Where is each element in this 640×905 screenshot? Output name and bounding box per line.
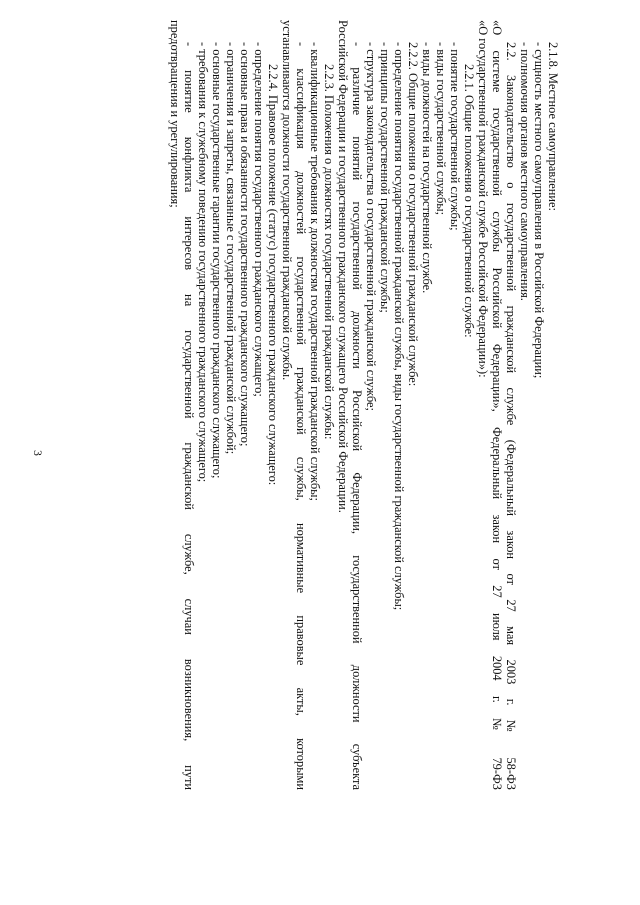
text-line: 2.1.8. Местное самоуправление:	[546, 42, 560, 211]
text-line: 2.2.1. Общие положения о государственной службе:	[462, 64, 476, 338]
text-line: - квалификационные требования к должностям государственной гражданской службы;	[308, 42, 322, 501]
text-line: - основные государственные гарантии государственного гражданского служащего;	[210, 42, 224, 479]
text-line: 2.2.4. Правовое положение (статус) государственного гражданского служащего:	[266, 64, 280, 486]
text-line: устанавливаются должности государственной гражданской службы.	[280, 20, 294, 381]
text-line: «О государственной гражданской службе Российской Федерации»):	[476, 20, 490, 378]
text-line: - структура законодательства о государственной гражданской службе;	[364, 42, 378, 411]
text-line: предотвращения и урегулирования;	[168, 20, 182, 208]
text-line: - ограничения и запреты, связанные с государственной гражданской службой;	[224, 42, 238, 455]
text-line: - понятие конфликта интересов на государственной гражданской службе, случаи возникновения, пути	[182, 42, 196, 790]
page-number: 3	[31, 450, 43, 456]
document-text-block	[70, 20, 560, 790]
text-line: - определение понятия государственной гражданской службы, виды государственной гражданской службы;	[392, 42, 406, 611]
text-line: Российской Федерации и государственного гражданского служащего Российской Федерации.	[336, 20, 350, 513]
text-line: - сущность местного самоуправления в Российской Федерации;	[532, 42, 546, 379]
text-line: - понятие государственной службы;	[448, 42, 462, 231]
text-line: - определение понятия государственного гражданского служащего;	[252, 42, 266, 397]
text-line: - принципы государственной гражданской службы;	[378, 42, 392, 313]
text-line: - основные права и обязанности государственного гражданского служащего;	[238, 42, 252, 447]
text-line: - полномочия органов местного самоуправления.	[518, 42, 532, 301]
text-line: 2.2.3. Положения о должностях государственной гражданской службы:	[322, 64, 336, 440]
text-line: - различие понятий государственной должности Российской Федерации, государственной должности субъекта	[350, 42, 364, 790]
text-line: - классификация должностей государственной гражданской службы, нормативные правовые акты, которыми	[294, 42, 308, 790]
text-line: - требования к служебному поведению государственного гражданского служащего;	[196, 42, 210, 483]
text-line: 2.2.2. Общие положения о государственной гражданской службе:	[406, 42, 420, 387]
text-line: «О системе государственной службы Российской Федерации», Федеральный закон от 27 июля 2004 г. № 79-ФЗ	[490, 20, 504, 790]
text-line: 2.2. Законодательство о государственной гражданской службе (Федеральный закон от 27 мая 2003 г. № 58-ФЗ	[504, 42, 518, 790]
text-line: - виды государственной службы;	[434, 42, 448, 216]
text-line: - виды должностей на государственной службе.	[420, 42, 434, 294]
